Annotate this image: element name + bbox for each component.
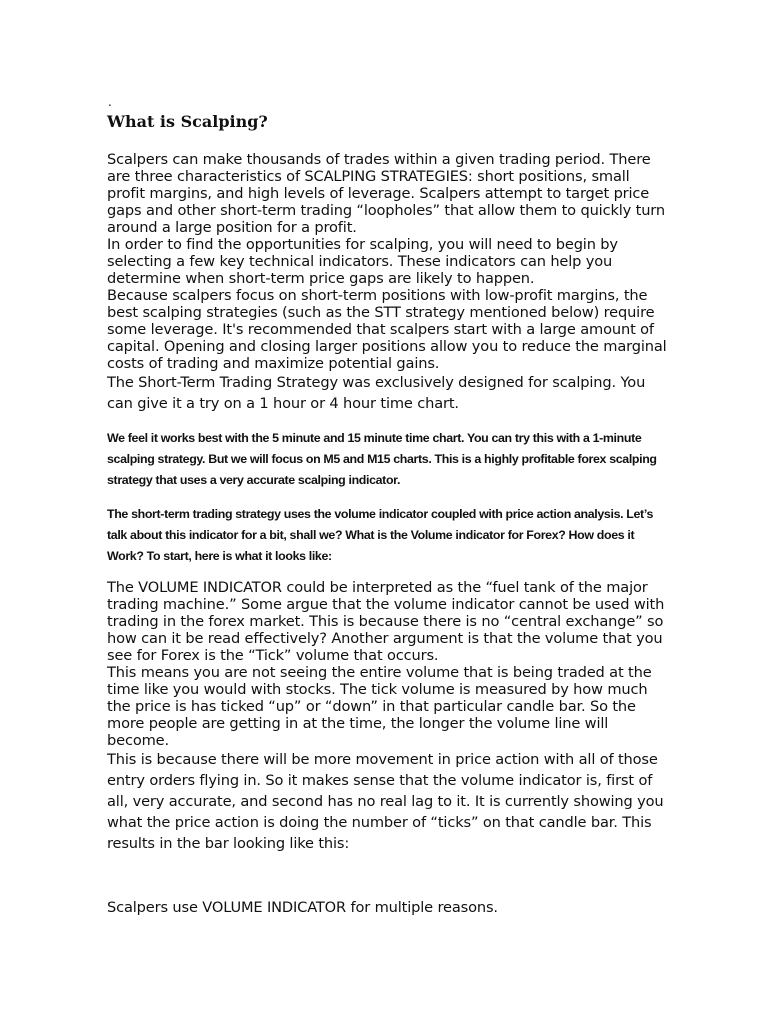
leading-dot: . xyxy=(108,95,112,109)
paragraph-short-term-strategy: The Short-Term Trading Strategy was exclusively designed for scalping. You can give it a try on a 1 hour or 4 hour time chart. xyxy=(107,374,646,412)
page-title: What is Scalping? xyxy=(107,112,268,131)
intro-section xyxy=(107,151,667,414)
paragraph-scalpers-characteristics: Scalpers can make thousands of trades within a given trading period. There are three characteristics of SCALPING STRATEGIES: short positions, small profit margins, and high levels of leverage. Scalpers attempt to target price gaps and other short-term trading “loopholes” that allow them to quickly turn around a large position for a profit. xyxy=(107,151,665,236)
bold-section-volume-intro xyxy=(107,504,667,567)
paragraph-leverage: Because scalpers focus on short-term positions with low-profit margins, the best scalping strategies (such as the STT strategy mentioned below) require some leverage. It's recommended that scalpers start with a large amount of capital. Opening and closing larger positions allow you to reduce the marginal costs of trading and maximize potential gains. xyxy=(107,287,667,372)
volume-section xyxy=(107,579,667,854)
paragraph-tick-volume: This means you are not seeing the entire volume that is being traded at the time like you would with stocks. The tick volume is measured by how much the price is has ticked “up” or “down” in that particular candle bar. So the more people are getting in at the time, the longer the volume line will become. xyxy=(107,664,652,749)
closing-section xyxy=(107,899,667,916)
bold-section-timeframes xyxy=(107,428,667,491)
paragraph-price-action: This is because there will be more movement in price action with all of those entry orders flying in. So it makes sense that the volume indicator is, first of all, very accurate, and second has no real lag to it. It is currently showing you what the price action is doing the number of “ticks” on that candle bar. This results in the bar looking like this: xyxy=(107,751,664,852)
paragraph-fuel-tank: The VOLUME INDICATOR could be interpreted as the “fuel tank of the major trading machine.” Some argue that the volume indicator cannot be used with trading in the forex market. This is because there is no “central exchange” so how can it be read effectively? Another argument is that the volume that you see for Forex is the “Tick” volume that occurs. xyxy=(107,579,665,664)
paragraph-timeframes: We feel it works best with the 5 minute and 15 minute time chart. You can try this with a 1-minute scalping strategy. But we will focus on M5 and M15 charts. This is a highly profitable forex scalping strategy that uses a very accurate scalping indicator. xyxy=(107,431,657,487)
paragraph-technical-indicators: In order to find the opportunities for scalping, you will need to begin by selecting a few key technical indicators. These indicators can help you determine when short-term price gaps are likely to happen. xyxy=(107,236,618,287)
paragraph-closing: Scalpers use VOLUME INDICATOR for multiple reasons. xyxy=(107,899,498,916)
paragraph-volume-intro: The short-term trading strategy uses the volume indicator coupled with price action analysis. Let’s talk about this indicator for a bit, shall we? What is the Volume indicator for Forex? How does it Work? To start, here is what it looks like: xyxy=(107,507,654,563)
